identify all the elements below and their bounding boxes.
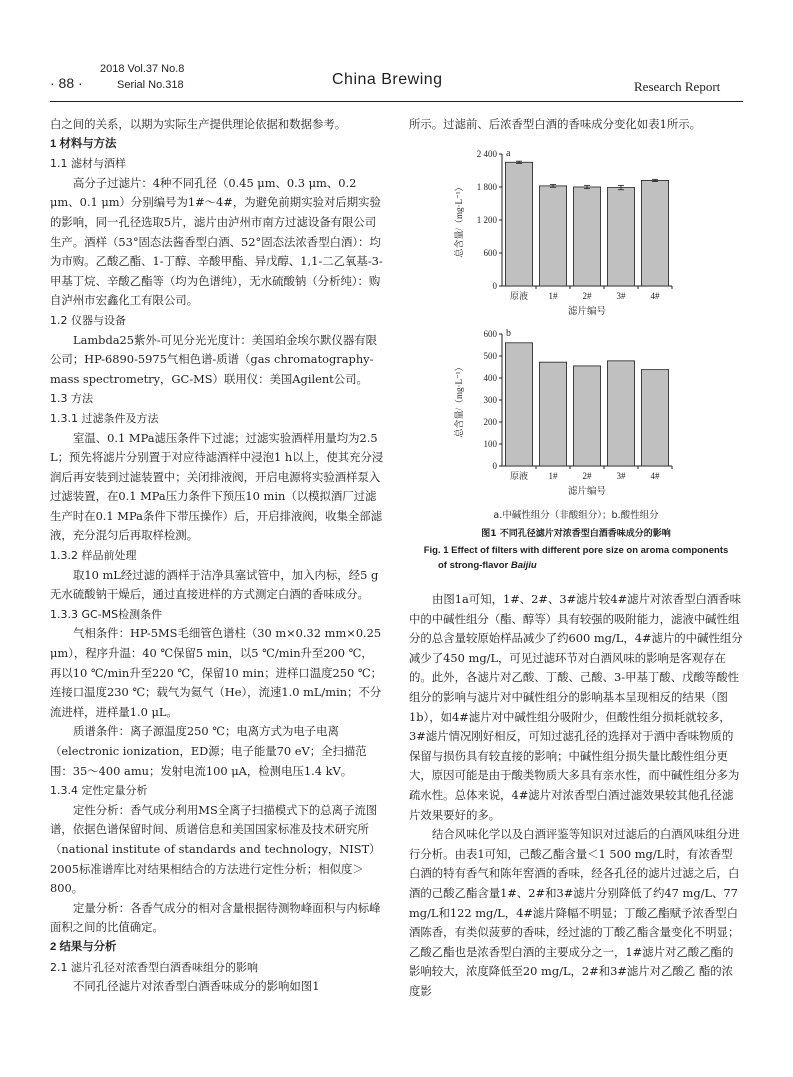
x-tick-label: 原液	[509, 471, 529, 481]
right-column-top	[409, 115, 743, 135]
y-tick-label: 100	[483, 439, 497, 449]
bar	[539, 186, 566, 286]
bar	[539, 362, 566, 466]
chart-a	[440, 140, 700, 326]
y-axis-label: 总含量/（mg·L⁻¹）	[454, 362, 464, 438]
paragraph: 白之间的关系，以期为实际生产提供理论依据和数据参考。	[50, 117, 347, 131]
x-axis-label: 滤片编号	[567, 307, 607, 317]
bar	[607, 188, 634, 286]
x-tick-label: 3#	[616, 471, 626, 481]
paragraph: 质谱条件：离子源温度250 ℃；电离方式为电子电离（electronic ionization，ED源；电子能量70 eV；全扫描范围：35～400 amu；发射电流100 μA，检测电压1.4 kV。	[50, 724, 367, 778]
x-tick-label: 4#	[650, 471, 660, 481]
figure-subcaption: a.中碱性组分（非酸组分）；b.酸性组分	[493, 510, 659, 521]
figure-caption-cn: 图1 不同孔径滤片对浓香型白酒香味成分的影响	[481, 529, 671, 539]
right-column	[409, 590, 743, 1001]
y-axis-label: 总含量/（mg·L⁻¹）	[454, 182, 464, 258]
subsection-heading: 1.1 滤材与酒样	[50, 157, 126, 171]
bar	[505, 162, 532, 286]
y-tick-label: 200	[483, 417, 497, 427]
subsection-heading: 1.2 仪器与设备	[50, 313, 126, 327]
x-tick-label: 1#	[548, 291, 558, 301]
x-tick-label: 3#	[616, 291, 626, 301]
paragraph: 由图1a可知，1#、2#、3#滤片较4#滤片对浓香型白酒香味中的中碱性组分（酯、醇等）具有较强的吸附能力，滤液中碱性组分的总含量较原始样品减少了约600 mg/L，4#滤片的中碱性组分减少了450 mg/L，可见过滤环节对白酒风味的影响是客观存在的。此外，各滤片对乙酸、丁酸、己酸、3-甲基丁酸、戊酸等酸性组分的影响与滤片对中碱性组分的影响基本呈现相反的结果（图1b），如4#滤片对中碱性组分吸附少，但酸性组分损耗就较多，3#滤片情况刚好相反，可知过滤孔径的选择对于酒中香味物质的保留与损伤具有较直接的影响；中碱性组分损失量比酸性组分更大，原因可能是由于酸类物质大多具有亲水性，而中碱性组分多为疏水性。总体来说，4#滤片对浓香型白酒过滤效果较其他孔径滤片效果要好的多。	[409, 592, 743, 822]
paragraph: 高分子过滤片：4种不同孔径（0.45 μm、0.3 μm、0.2 μm、0.1 μm）分别编号为1#～4#，为避免前期实验对后期实验的影响，同一孔径选取5片，滤片由泸州市南方过滤设备有限公司生产。酒样（53°固态法酱香型白酒、52°固态法浓香型白酒）：均为市购。乙酸乙酯、1-丁醇、辛酸甲酯、异戊醇、1,1-二乙氧基-3-甲基丁烷、辛酸乙酯等（均为色谱纯），无水硫酸钠（分析纯）：购自泸州市宏鑫化工有限公司。	[50, 175, 383, 308]
x-tick-label: 2#	[582, 471, 592, 481]
panel-label: b	[506, 328, 511, 339]
y-tick-label: 600	[483, 329, 497, 339]
left-column	[50, 115, 384, 997]
header-rule	[50, 101, 743, 102]
x-tick-label: 原液	[509, 291, 529, 301]
journal-serial: Serial No.318	[117, 79, 184, 91]
bar	[573, 366, 600, 466]
paragraph: 定性分析：香气成分利用MS全离子扫描模式下的总离子流图谱，依据色谱保留时间、质谱信息和美国国家标准及技术研究所（national institute of standards and technology，NIST）2005标准谱库比对结果相结合的方法进行定性分析；相似度＞800。	[50, 802, 381, 896]
subsection-heading: 1.3.2 样品前处理	[50, 549, 137, 563]
y-tick-label: 600	[483, 248, 497, 258]
paragraph: 气相条件：HP-5MS毛细管色谱柱（30 m×0.32 mm×0.25 μm），程序升温：40 ℃保留5 min，以5 ℃/min升至200 ℃，再以10 ℃/min升至220 ℃，保留10 min；进样口温度250 ℃；连接口温度230 ℃；载气为氦气（He），流速1.0 mL/min；不分流进样，进样量1.0 μL。	[50, 626, 383, 719]
y-tick-label: 500	[483, 351, 497, 361]
paragraph: 所示。过滤前、后浓香型白酒的香味成分变化如表1所示。	[409, 117, 702, 131]
paragraph: Lambda25紫外-可见分光光度计：美国珀金埃尔默仪器有限公司；HP-6890-5975气相色谱-质谱（gas chromatography-mass spectrometry，GC-MS）联用仪：美国Agilent公司。	[50, 332, 378, 386]
bar	[573, 187, 600, 286]
y-tick-label: 2 400	[476, 149, 497, 159]
caption-italic: Baijiu	[510, 560, 537, 571]
y-tick-label: 0	[492, 281, 497, 291]
y-tick-label: 1 200	[476, 215, 497, 225]
y-tick-label: 1 800	[476, 182, 497, 192]
subsection-heading: 1.3.3 GC-MS检测条件	[50, 607, 163, 621]
x-tick-label: 2#	[582, 291, 592, 301]
paragraph: 取10 mL经过滤的酒样于洁净具塞试管中，加入内标，经5 g无水硫酸钠干燥后，通过直接进样的方式测定白酒的香味成分。	[50, 567, 379, 602]
x-tick-label: 4#	[650, 291, 660, 301]
page-number: · 88 ·	[50, 75, 83, 91]
journal-name: China Brewing	[332, 71, 443, 88]
figure-caption-en-line1: Fig. 1 Effect of filters with different pore size on aroma components	[423, 545, 729, 556]
subsection-heading: 1.3.4 定性定量分析	[50, 784, 148, 798]
subsection-heading: 2.1 滤片孔径对浓香型白酒香味组分的影响	[50, 960, 258, 974]
journal-volume: 2018 Vol.37 No.8	[100, 63, 185, 75]
y-tick-label: 400	[483, 373, 497, 383]
bar	[641, 180, 668, 286]
bar	[607, 361, 634, 466]
chart-b	[440, 320, 700, 506]
subsection-heading: 1.3.1 过滤条件及方法	[50, 411, 159, 425]
x-axis-label: 滤片编号	[567, 487, 607, 497]
panel-label: a	[506, 148, 511, 159]
caption-text: of strong-flavor	[438, 560, 511, 571]
paragraph: 定量分析：各香气成分的相对含量根据待测物峰面积与内标峰面积之间的比值确定。	[50, 900, 381, 935]
subsection-heading: 1.3 方法	[50, 392, 93, 406]
bar	[505, 343, 532, 466]
paragraph: 不同孔径滤片对浓香型白酒香味成分的影响如图1	[73, 979, 320, 994]
section-heading: 1 材料与方法	[50, 137, 117, 150]
y-tick-label: 0	[492, 461, 497, 471]
paragraph: 结合风味化学以及白酒评鉴等知识对过滤后的白酒风味组分进行分析。由表1可知，己酸乙酯含量＜1 500 mg/L时，有浓香型白酒的特有香气和陈年窖酒的香味，经各孔径的滤片过滤之后，白酒的己酸乙酯含量1#、2#和3#滤片分别降低了约47 mg/L、77 mg/L和122 mg/L，4#滤片降幅不明显；丁酸乙酯赋予浓香型白酒陈香，有类似菠萝的香味，经过滤的丁酸乙酯含量变化不明显；乙酸乙酯也是浓香型白酒的主要成分之一，1#滤片对乙酸乙酯的影响较大，浓度降低至20 mg/L，2#和3#滤片对乙酸乙 酯的浓度影	[409, 827, 740, 998]
x-tick-label: 1#	[548, 471, 558, 481]
figure-caption-en-line2	[438, 560, 738, 571]
y-tick-label: 300	[483, 395, 497, 405]
bar	[641, 370, 668, 466]
paragraph: 室温、0.1 MPa滤压条件下过滤；过滤实验酒样用量均为2.5 L；预先将滤片分别置于对应待滤酒样中浸泡1 h以上，使其充分浸润后再安装到过滤装置中；关闭排液阀，开启电源将实验酒样泵入过滤装置，在0.1 MPa压力条件下预压10 min（以模拟酒厂过滤生产时在0.1 MPa条件下带压操作）后，开启排液阀，收集全部滤液，充分混匀后再取样检测。	[50, 430, 384, 543]
section-heading: 2 结果与分析	[50, 940, 117, 953]
section-label: Research Report	[634, 79, 721, 94]
